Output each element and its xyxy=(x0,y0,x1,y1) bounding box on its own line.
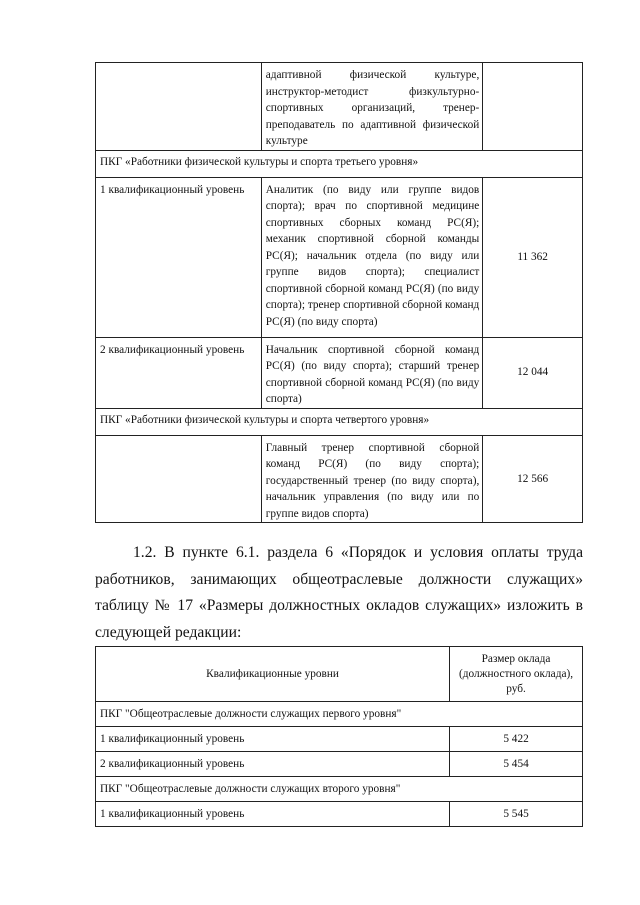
salary-table-employees xyxy=(95,646,583,827)
salary-cell: 12 044 xyxy=(483,337,583,408)
group-title: ПКГ «Работники физической культуры и спорта четвертого уровня» xyxy=(96,408,583,435)
qualification-level-cell: 2 квалификационный уровень xyxy=(96,752,450,777)
group-title: ПКГ "Общеотраслевые должности служащих второго уровня" xyxy=(96,777,583,802)
table-cell xyxy=(96,63,262,151)
table-row xyxy=(96,752,583,777)
column-header-salary: Размер оклада (должностного оклада), руб. xyxy=(450,647,583,702)
amendment-paragraph xyxy=(95,540,583,646)
group-title: ПКГ «Работники физической культуры и спорта третьего уровня» xyxy=(96,150,583,177)
qualification-level-cell: 1 квалификационный уровень xyxy=(96,802,450,827)
qualification-level-cell: 2 квалификационный уровень xyxy=(96,337,262,408)
qualification-level-cell: 1 квалификационный уровень xyxy=(96,177,262,337)
position-titles-cell: Главный тренер спортивной сборной команд РС(Я) (по виду спорта); государственный тренер (по виду спорта), начальник управления (по виду или по группе видов спорта) xyxy=(261,435,483,523)
table-row xyxy=(96,435,583,523)
salary-cell: 5 545 xyxy=(450,802,583,827)
table-row xyxy=(96,727,583,752)
group-row xyxy=(96,150,583,177)
group-row xyxy=(96,702,583,727)
qualification-level-cell: 1 квалификационный уровень xyxy=(96,727,450,752)
position-titles-cell: Начальник спортивной сборной команд РС(Я) (по виду спорта); старший тренер спортивной сборной команд РС(Я) (по виду спорта) xyxy=(261,337,483,408)
salary-table-sports xyxy=(95,62,583,523)
position-titles-cell: Аналитик (по виду или группе видов спорта); врач по спортивной медицине спортивных сборных команд РС(Я); механик спортивной сборной команды РС(Я); начальник отдела (по виду или группе видов спорта); специалист спортивной сборной команд РС(Я) (по виду спорта); тренер спортивной сборной команд РС(Я) (по виду спорта) xyxy=(261,177,483,337)
table-row xyxy=(96,337,583,408)
salary-cell: 5 422 xyxy=(450,727,583,752)
qualification-level-cell xyxy=(96,435,262,523)
column-header-levels: Квалификационные уровни xyxy=(96,647,450,702)
table-header-row xyxy=(96,647,583,702)
position-titles-cell: адаптивной физической культуре, инструктор-методист физкультурно-спортивных организаций, тренер-преподаватель по адаптивной физической культуре xyxy=(261,63,483,151)
salary-cell: 12 566 xyxy=(483,435,583,523)
group-row xyxy=(96,408,583,435)
paragraph-text: 1.2. В пункте 6.1. раздела 6 «Порядок и условия оплаты труда работников, занимающих общеотраслевые должности служащих» таблицу № 17 «Размеры должностных окладов служащих» изложить в следующей редакции: xyxy=(95,544,583,641)
salary-cell: 5 454 xyxy=(450,752,583,777)
table-row xyxy=(96,63,583,151)
salary-cell: 11 362 xyxy=(483,177,583,337)
salary-cell xyxy=(483,63,583,151)
table-row xyxy=(96,802,583,827)
group-title: ПКГ "Общеотраслевые должности служащих первого уровня" xyxy=(96,702,583,727)
table-row xyxy=(96,177,583,337)
group-row xyxy=(96,777,583,802)
